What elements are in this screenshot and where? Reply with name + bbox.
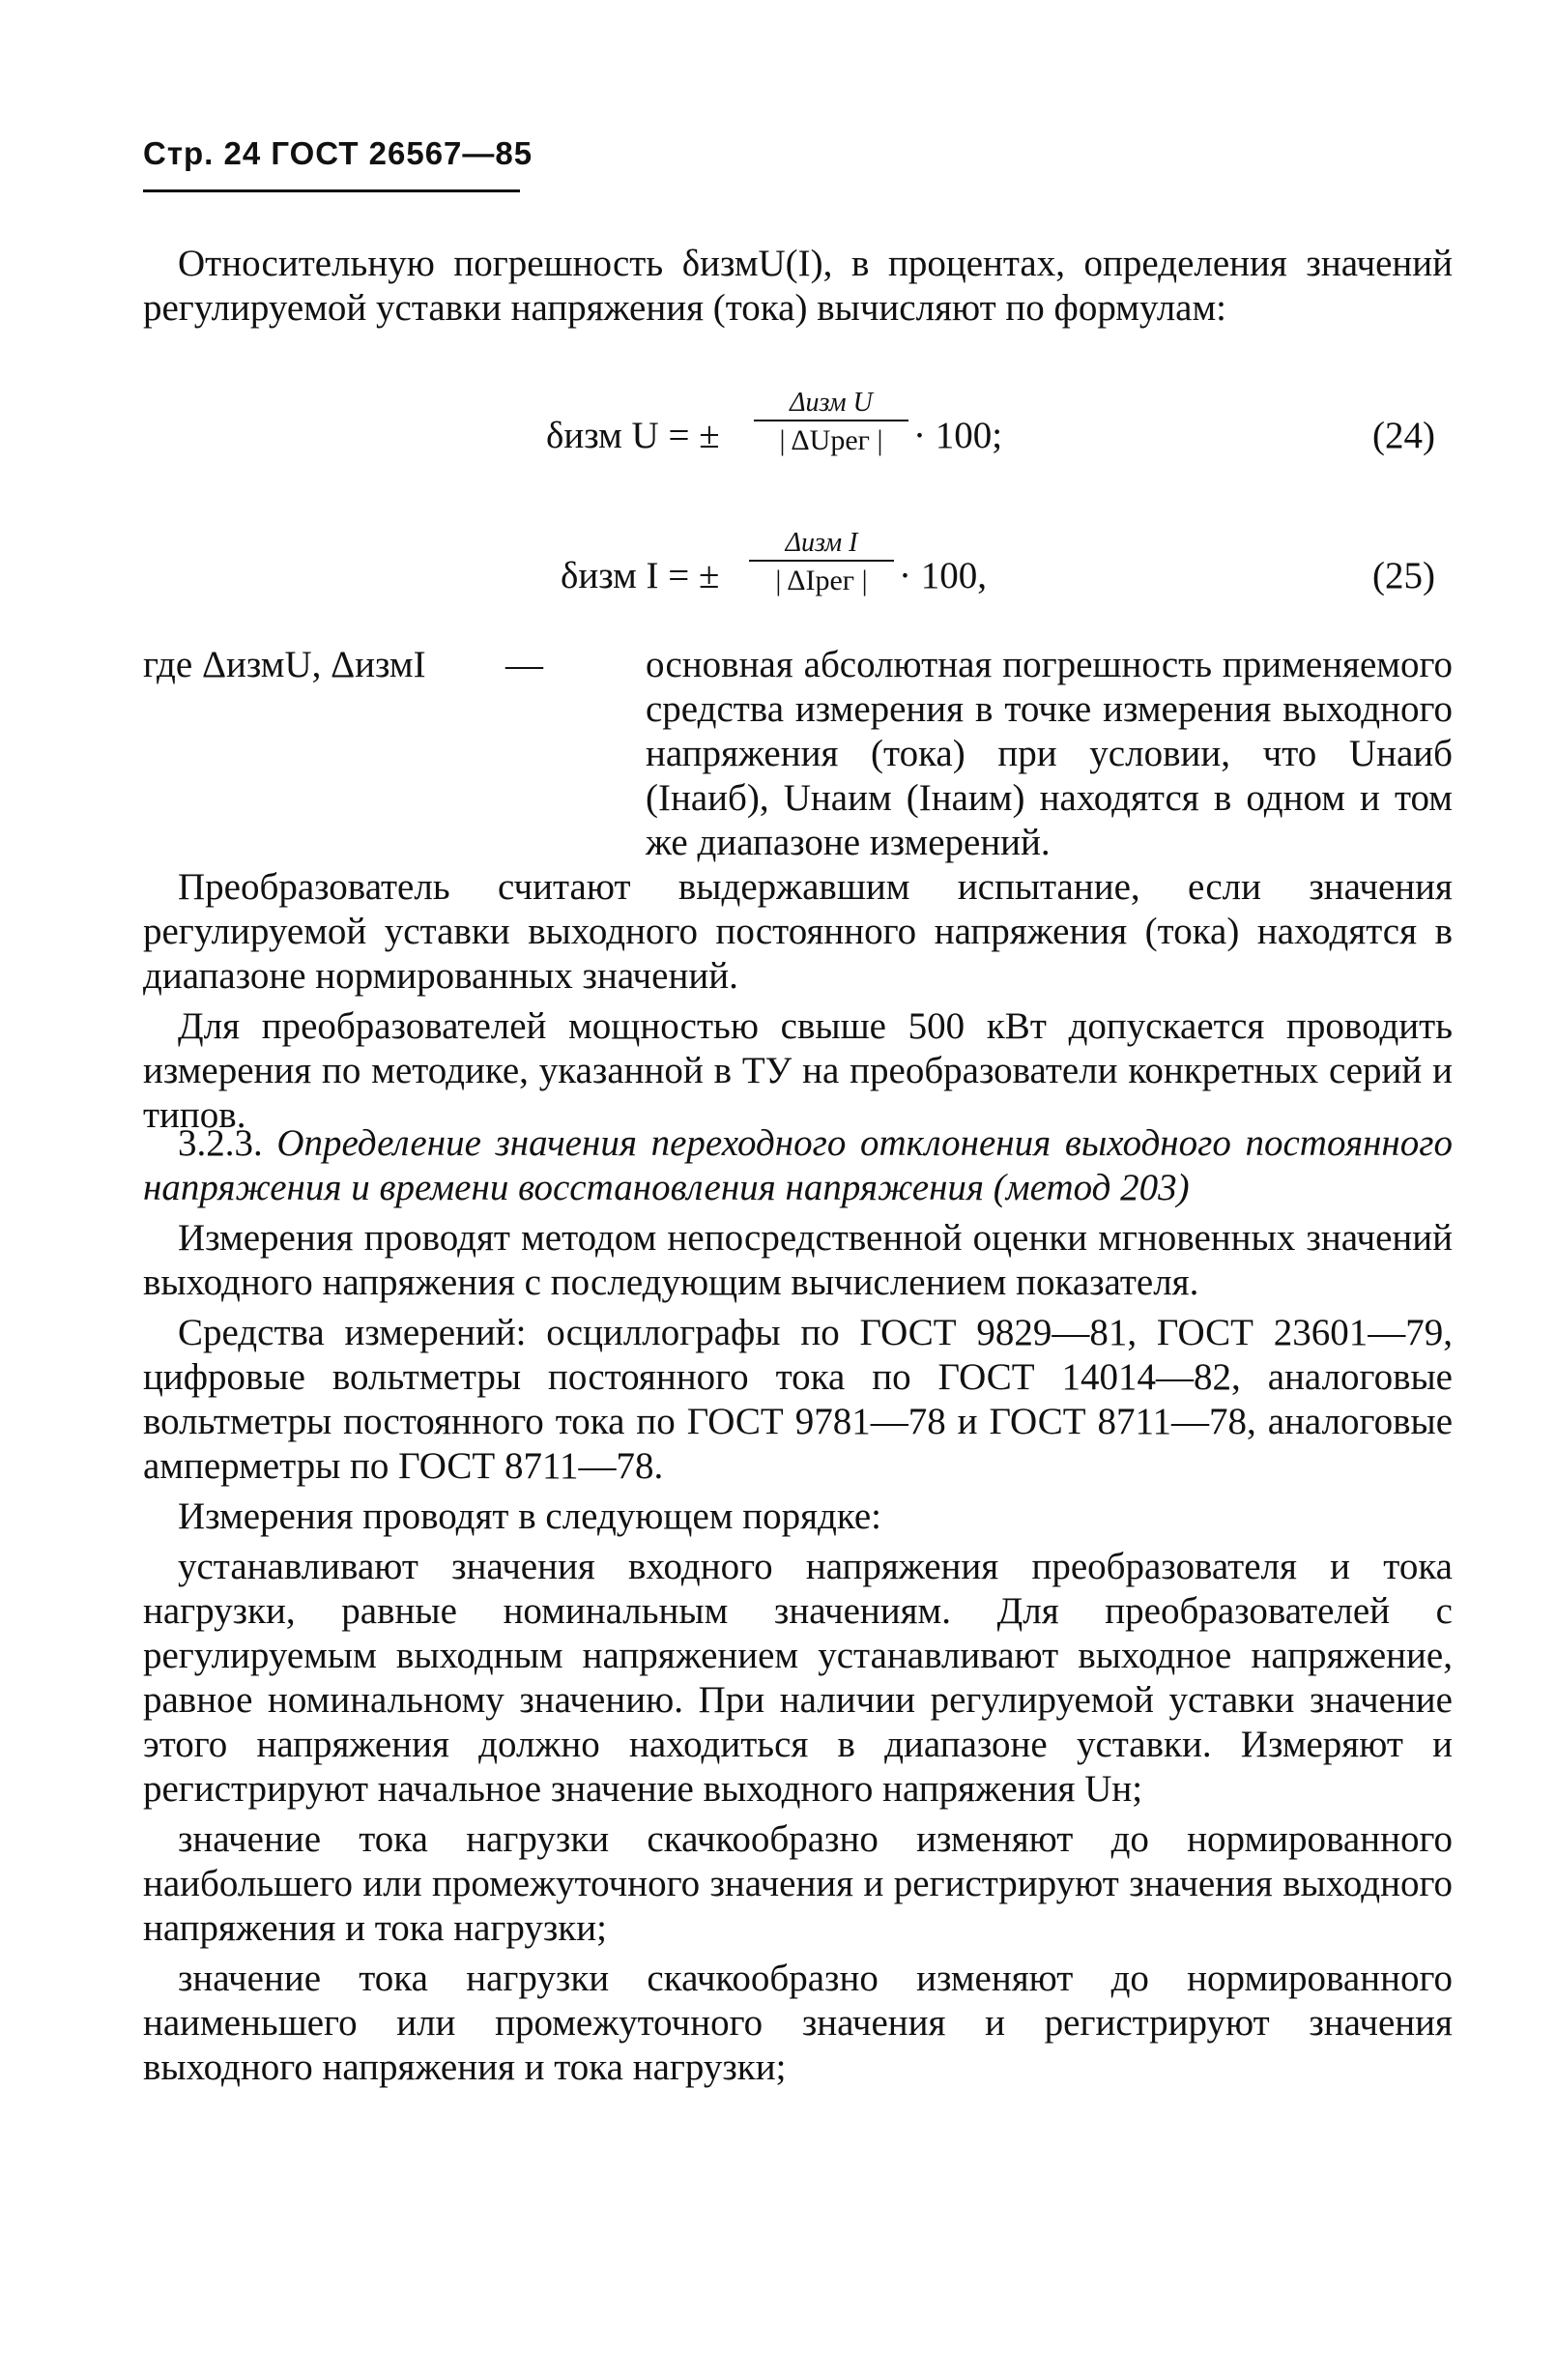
section-block <box>143 1121 1453 2096</box>
formula-25-denominator: | ΔIрег | <box>775 565 868 596</box>
where-description: основная абсолютная погрешность применяемого средства измерения в точке измерения выходного напряжения (тока) при условии, что Uнаиб (Iнаиб), Uнаим (Iнаим) находятся в одном и том же диапазоне измерений. <box>646 644 1453 863</box>
where-term: где ΔизмU, ΔизмI <box>143 644 426 685</box>
body-block-1 <box>143 865 1453 1144</box>
formula-25-tail: · 100, <box>899 555 987 596</box>
header-rule <box>143 189 520 192</box>
formula-25 <box>0 527 1450 614</box>
formula-24-tail: · 100; <box>913 415 1003 456</box>
paragraph: Измерения проводят методом непосредственной оценки мгновенных значений выходного напряжения с последующим вычислением показателя. <box>143 1217 1453 1303</box>
formula-25-number: (25) <box>1372 555 1435 596</box>
formula-24-numerator: Δизм U <box>790 388 873 418</box>
intro-paragraph: Относительную погрешность δизмU(I), в процентах, определения значений регулируемой уставки напряжения (тока) вычисляют по формулам: <box>143 243 1453 329</box>
formula-24 <box>0 387 1450 474</box>
paragraph: Преобразователь считают выдержавшим испытание, если значения регулируемой уставки выходного постоянного напряжения (тока) находятся в диапазоне нормированных значений. <box>143 866 1453 997</box>
intro-block <box>143 242 1453 336</box>
list-step: значение тока нагрузки скачкообразно изменяют до нормированного наименьшего или промежуточного значения и регистрируют значения выходного напряжения и тока нагрузки; <box>143 1958 1453 2088</box>
section-title: Определение значения переходного отклонения выходного постоянного напряжения и времени восстановления напряжения (метод 203) <box>143 1122 1453 1208</box>
paragraph: Средства измерений: осциллографы по ГОСТ 9829—81, ГОСТ 23601—79, цифровые вольтметры постоянного тока по ГОСТ 14014—82, аналоговые вольтметры постоянного тока по ГОСТ 9781—78 и ГОСТ 8711—78, аналоговые амперметры по ГОСТ 8711—78. <box>143 1312 1453 1487</box>
formula-24-number: (24) <box>1372 415 1435 456</box>
section-heading <box>143 1121 1453 1210</box>
formula-24-lhs: δизм U = ± <box>546 415 720 456</box>
paragraph: Для преобразователей мощностью свыше 500 кВт допускается проводить измерения по методике, указанной в ТУ на преобразователи конкретных серий и типов. <box>143 1005 1453 1136</box>
formula-24-denominator: | ΔUрег | <box>779 424 883 456</box>
formula-24-fraction <box>754 387 908 460</box>
formula-25-numerator: Δизм I <box>785 528 858 558</box>
list-step: устанавливают значения входного напряжения преобразователя и тока нагрузки, равные номинальным значениям. Для преобразователей с регулируемым выходным напряжением устанавливают выходное напряжение, равное номинальному значению. При наличии регулируемой уставки значение этого напряжения должно находиться в диапазоне уставки. Измеряют и регистрируют начальное значение выходного напряжения Uн; <box>143 1546 1453 1810</box>
list-step: значение тока нагрузки скачкообразно изменяют до нормированного наибольшего или промежуточного значения и регистрируют значения выходного напряжения и тока нагрузки; <box>143 1818 1453 1949</box>
formula-25-fraction <box>749 527 894 600</box>
formula-25-lhs: δизм I = ± <box>561 555 720 596</box>
where-dash: — <box>505 644 543 685</box>
section-number: 3.2.3. <box>178 1122 263 1164</box>
paragraph: Измерения проводят в следующем порядке: <box>178 1495 881 1537</box>
page-header: Стр. 24 ГОСТ 26567—85 <box>143 135 533 171</box>
